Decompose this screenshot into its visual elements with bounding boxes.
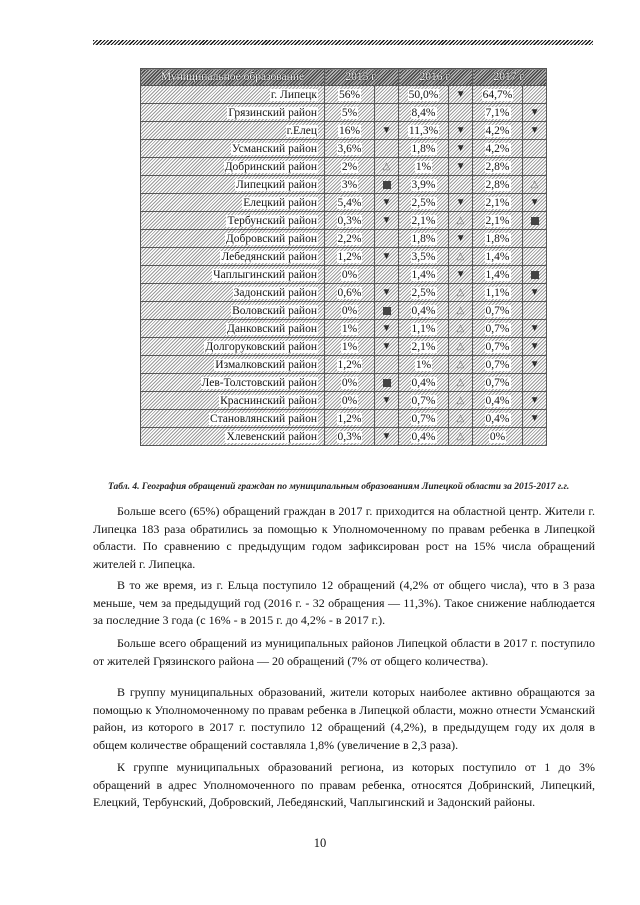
- value-2017: [473, 140, 523, 158]
- table-header-row: [141, 69, 547, 86]
- municipality-name: [141, 140, 325, 158]
- trend-2016: [449, 338, 473, 356]
- value-2015-text: 0%: [341, 304, 358, 317]
- municipality-name: [141, 374, 325, 392]
- value-2015: [325, 374, 375, 392]
- value-2016: [399, 230, 449, 248]
- down-arrow-icon: ▼: [455, 125, 466, 136]
- down-arrow-icon: ▼: [381, 251, 392, 262]
- down-arrow-icon: ▼: [381, 215, 392, 226]
- header-2017: 2017 г.: [473, 69, 547, 86]
- value-2015: [325, 212, 375, 230]
- value-2016-text: 1%: [415, 160, 432, 173]
- value-2016-text: 11,3%: [408, 124, 439, 137]
- trend-2016: [449, 248, 473, 266]
- value-2017: [473, 320, 523, 338]
- down-arrow-icon: ▼: [529, 197, 540, 208]
- municipality-name-text: Воловский район: [232, 304, 317, 317]
- value-2017: [473, 248, 523, 266]
- value-2016: [399, 428, 449, 446]
- trend-2016: [449, 194, 473, 212]
- trend-2015: [375, 302, 399, 320]
- trend-2015: [375, 374, 399, 392]
- down-arrow-icon: ▼: [455, 143, 466, 154]
- municipality-name: [141, 284, 325, 302]
- trend-2015: [375, 176, 399, 194]
- trend-2017: [523, 428, 547, 446]
- value-2015: [325, 428, 375, 446]
- down-arrow-icon: ▼: [529, 359, 540, 370]
- table-row: [141, 266, 547, 284]
- down-arrow-icon: ▼: [455, 89, 466, 100]
- trend-2016: [449, 104, 473, 122]
- trend-2017: [523, 140, 547, 158]
- table-row: [141, 284, 547, 302]
- trend-2015: [375, 410, 399, 428]
- down-arrow-icon: ▼: [381, 431, 392, 442]
- value-2017: [473, 158, 523, 176]
- up-arrow-icon: △: [456, 215, 465, 226]
- value-2015: [325, 392, 375, 410]
- header-municipality: Муниципальное образование: [141, 69, 325, 86]
- trend-2015: [375, 356, 399, 374]
- down-arrow-icon: ▼: [455, 233, 466, 244]
- value-2017: [473, 266, 523, 284]
- value-2015-text: 1,2%: [337, 358, 362, 371]
- municipality-name-text: Лебедянский район: [221, 250, 317, 263]
- value-2016: [399, 284, 449, 302]
- value-2016-text: 8,4%: [411, 106, 436, 119]
- municipality-name-text: Измалковский район: [215, 358, 317, 371]
- value-2016-text: 0,7%: [411, 412, 436, 425]
- trend-2016: [449, 410, 473, 428]
- value-2017: [473, 284, 523, 302]
- value-2015: [325, 158, 375, 176]
- value-2015: [325, 338, 375, 356]
- up-arrow-icon: △: [456, 431, 465, 442]
- value-2015: [325, 230, 375, 248]
- municipality-name-text: Хлевенский район: [226, 430, 317, 443]
- value-2015-text: 16%: [338, 124, 361, 137]
- header-2016: 2016 г.: [399, 69, 473, 86]
- value-2015: [325, 248, 375, 266]
- value-2015-text: 56%: [338, 88, 361, 101]
- municipality-name: [141, 248, 325, 266]
- trend-2016: [449, 284, 473, 302]
- value-2015-text: 0,6%: [337, 286, 362, 299]
- value-2015-text: 0%: [341, 394, 358, 407]
- value-2017: [473, 230, 523, 248]
- value-2016-text: 0,4%: [411, 430, 436, 443]
- down-arrow-icon: ▼: [455, 197, 466, 208]
- value-2015-text: 0,3%: [337, 214, 362, 227]
- trend-2015: [375, 338, 399, 356]
- municipality-name-text: Краснинский район: [220, 394, 317, 407]
- value-2016-text: 50,0%: [408, 88, 439, 101]
- value-2016-text: 0,4%: [411, 376, 436, 389]
- value-2015: [325, 284, 375, 302]
- trend-2016: [449, 230, 473, 248]
- up-arrow-icon: △: [456, 377, 465, 388]
- geography-table: [140, 68, 547, 446]
- down-arrow-icon: ▼: [381, 197, 392, 208]
- trend-2016: [449, 356, 473, 374]
- trend-2015: [375, 392, 399, 410]
- value-2015-text: 0%: [341, 268, 358, 281]
- value-2015: [325, 302, 375, 320]
- trend-2016: [449, 392, 473, 410]
- trend-2017: [523, 392, 547, 410]
- municipality-name: [141, 266, 325, 284]
- value-2017-text: 4,2%: [485, 142, 510, 155]
- value-2016: [399, 122, 449, 140]
- square-icon: [531, 217, 539, 225]
- municipality-name: [141, 122, 325, 140]
- value-2016-text: 0,7%: [411, 394, 436, 407]
- value-2015-text: 0%: [341, 376, 358, 389]
- down-arrow-icon: ▼: [381, 323, 392, 334]
- value-2016-text: 1,1%: [411, 322, 436, 335]
- trend-2015: [375, 140, 399, 158]
- municipality-name-text: Грязинский район: [228, 106, 317, 119]
- value-2016-text: 2,5%: [411, 196, 436, 209]
- up-arrow-icon: △: [456, 305, 465, 316]
- value-2017-text: 0,7%: [485, 322, 510, 335]
- value-2015-text: 3%: [341, 178, 358, 191]
- table-row: [141, 410, 547, 428]
- down-arrow-icon: ▼: [455, 161, 466, 172]
- up-arrow-icon: △: [456, 251, 465, 262]
- paragraph-gryazi: Больше всего обращений из муниципальных районов Липецкой области в 2017 г. поступило от жителей Грязинского района — 20 обращений (7% от общего количества).: [93, 636, 595, 668]
- value-2015: [325, 104, 375, 122]
- table-row: [141, 104, 547, 122]
- trend-2015: [375, 428, 399, 446]
- value-2015: [325, 194, 375, 212]
- municipality-name-text: г. Липецк: [270, 88, 317, 101]
- value-2017-text: 2,1%: [485, 214, 510, 227]
- value-2015-text: 3,6%: [337, 142, 362, 155]
- value-2017: [473, 356, 523, 374]
- paragraph-elets: В то же время, из г. Ельца поступило 12 обращений (4,2% от общего числа), что в 3 раза меньше, чем за предыдущий год (2016 г. - 32 обращения — 11,3%). Такое снижение наблюдается за последние 3 года (с 16% - в 2015 г. до 4,2% - в 2017 г.).: [93, 578, 595, 627]
- value-2017: [473, 194, 523, 212]
- up-arrow-icon: △: [456, 413, 465, 424]
- municipality-name-text: Задонский район: [233, 286, 317, 299]
- trend-2015: [375, 230, 399, 248]
- trend-2017: [523, 176, 547, 194]
- trend-2017: [523, 410, 547, 428]
- trend-2017: [523, 122, 547, 140]
- municipality-name: [141, 392, 325, 410]
- table-row: [141, 428, 547, 446]
- value-2016: [399, 248, 449, 266]
- square-icon: [383, 379, 391, 387]
- value-2016: [399, 158, 449, 176]
- value-2015-text: 5,4%: [337, 196, 362, 209]
- trend-2017: [523, 284, 547, 302]
- municipality-name: [141, 194, 325, 212]
- square-icon: [383, 307, 391, 315]
- municipality-name: [141, 86, 325, 104]
- value-2017: [473, 374, 523, 392]
- municipality-name-text: Липецкий район: [235, 178, 317, 191]
- trend-2017: [523, 248, 547, 266]
- municipality-name-text: Чаплыгинский район: [213, 268, 317, 281]
- value-2017: [473, 410, 523, 428]
- trend-2015: [375, 212, 399, 230]
- municipality-name: [141, 320, 325, 338]
- table-row: [141, 212, 547, 230]
- table-row: [141, 122, 547, 140]
- trend-2015: [375, 194, 399, 212]
- municipality-name: [141, 230, 325, 248]
- page-number: 10: [313, 836, 327, 850]
- value-2015: [325, 266, 375, 284]
- value-2017: [473, 86, 523, 104]
- value-2015: [325, 122, 375, 140]
- municipality-name: [141, 212, 325, 230]
- table-row: [141, 302, 547, 320]
- value-2016: [399, 320, 449, 338]
- up-arrow-icon: △: [456, 395, 465, 406]
- value-2015: [325, 320, 375, 338]
- trend-2015: [375, 248, 399, 266]
- table-row: [141, 374, 547, 392]
- value-2017-text: 1,4%: [485, 250, 510, 263]
- value-2015-text: 1%: [341, 322, 358, 335]
- trend-2017: [523, 194, 547, 212]
- value-2016: [399, 86, 449, 104]
- table-row: [141, 176, 547, 194]
- municipality-name-text: г.Елец: [286, 124, 317, 137]
- value-2016-text: 2,1%: [411, 214, 436, 227]
- trend-2015: [375, 266, 399, 284]
- value-2016: [399, 140, 449, 158]
- trend-2017: [523, 356, 547, 374]
- value-2016: [399, 194, 449, 212]
- value-2017-text: 2,8%: [485, 160, 510, 173]
- trend-2015: [375, 122, 399, 140]
- down-arrow-icon: ▼: [529, 323, 540, 334]
- trend-2016: [449, 302, 473, 320]
- trend-2016: [449, 86, 473, 104]
- municipality-name-text: Данковский район: [226, 322, 317, 335]
- down-arrow-icon: ▼: [529, 341, 540, 352]
- value-2016-text: 1,8%: [411, 142, 436, 155]
- value-2016: [399, 338, 449, 356]
- municipality-name: [141, 302, 325, 320]
- municipality-name: [141, 410, 325, 428]
- paragraph-group: К группе муниципальных образований региона, из которых поступило от 1 до 3% обращений в адрес Уполномоченного по правам ребенка, относятся Добринский, Липецкий, Елецкий, Тербунский, Добровский, Лебедянский, Чаплыгинский и Задонский районы.: [93, 760, 595, 809]
- value-2017-text: 64,7%: [482, 88, 513, 101]
- up-arrow-icon: △: [456, 341, 465, 352]
- value-2015-text: 5%: [341, 106, 358, 119]
- up-arrow-icon: △: [456, 287, 465, 298]
- down-arrow-icon: ▼: [529, 395, 540, 406]
- paragraph-lipetsk: Больше всего (65%) обращений граждан в 2017 г. приходится на областной центр. Жители г. Липецка 183 раза обратились за помощью к Уполномоченному по правам ребенка в Липецкой области. По сравнению с предыдущим годом зафиксирован рост на 15% числа обращений жителей г. Липецка.: [93, 504, 595, 571]
- value-2016: [399, 104, 449, 122]
- trend-2015: [375, 158, 399, 176]
- up-arrow-icon: △: [456, 359, 465, 370]
- down-arrow-icon: ▼: [381, 341, 392, 352]
- table-row: [141, 320, 547, 338]
- square-icon: [383, 181, 391, 189]
- value-2015: [325, 86, 375, 104]
- value-2016-text: 2,5%: [411, 286, 436, 299]
- up-arrow-icon: △: [382, 161, 391, 172]
- trend-2016: [449, 428, 473, 446]
- value-2017-text: 1,1%: [485, 286, 510, 299]
- value-2015-text: 1,2%: [337, 250, 362, 263]
- municipality-name: [141, 158, 325, 176]
- trend-2017: [523, 320, 547, 338]
- value-2017-text: 0,4%: [485, 412, 510, 425]
- value-2017: [473, 176, 523, 194]
- table-row: [141, 356, 547, 374]
- table-row: [141, 194, 547, 212]
- value-2016-text: 3,9%: [411, 178, 436, 191]
- trend-2016: [449, 374, 473, 392]
- municipality-name: [141, 428, 325, 446]
- value-2016: [399, 212, 449, 230]
- value-2015-text: 2%: [341, 160, 358, 173]
- trend-2015: [375, 104, 399, 122]
- value-2017: [473, 338, 523, 356]
- down-arrow-icon: ▼: [529, 125, 540, 136]
- down-arrow-icon: ▼: [529, 107, 540, 118]
- table-row: [141, 158, 547, 176]
- table-row: [141, 230, 547, 248]
- value-2017: [473, 104, 523, 122]
- value-2017-text: 0,7%: [485, 376, 510, 389]
- table-caption: Табл. 4. География обращений граждан по муниципальным образованиям Липецкой области за 2015-2017 г.г.: [108, 482, 570, 492]
- value-2017-text: 2,8%: [485, 178, 510, 191]
- trend-2017: [523, 266, 547, 284]
- value-2017-text: 2,1%: [485, 196, 510, 209]
- value-2017: [473, 122, 523, 140]
- value-2016-text: 1,4%: [411, 268, 436, 281]
- square-icon: [531, 271, 539, 279]
- municipality-name-text: Добровский район: [225, 232, 317, 245]
- trend-2015: [375, 320, 399, 338]
- value-2017: [473, 302, 523, 320]
- trend-2016: [449, 122, 473, 140]
- table-row: [141, 392, 547, 410]
- value-2016-text: 1%: [415, 358, 432, 371]
- down-arrow-icon: ▼: [381, 395, 392, 406]
- municipality-name: [141, 104, 325, 122]
- table-row: [141, 248, 547, 266]
- trend-2016: [449, 140, 473, 158]
- municipality-name: [141, 176, 325, 194]
- trend-2016: [449, 158, 473, 176]
- value-2016-text: 0,4%: [411, 304, 436, 317]
- trend-2017: [523, 212, 547, 230]
- value-2016: [399, 356, 449, 374]
- municipality-name-text: Елецкий район: [243, 196, 317, 209]
- value-2015: [325, 140, 375, 158]
- value-2015-text: 1%: [341, 340, 358, 353]
- value-2015: [325, 176, 375, 194]
- trend-2017: [523, 86, 547, 104]
- up-arrow-icon: △: [530, 179, 539, 190]
- value-2017-text: 0%: [489, 430, 506, 443]
- value-2016-text: 1,8%: [411, 232, 436, 245]
- trend-2017: [523, 158, 547, 176]
- trend-2017: [523, 338, 547, 356]
- table-row: [141, 86, 547, 104]
- value-2017: [473, 428, 523, 446]
- value-2017-text: 0,7%: [485, 304, 510, 317]
- trend-2016: [449, 176, 473, 194]
- municipality-name-text: Долгоруковский район: [205, 340, 317, 353]
- municipality-name: [141, 338, 325, 356]
- municipality-name-text: Добринский район: [224, 160, 317, 173]
- value-2015-text: 0,3%: [337, 430, 362, 443]
- value-2015: [325, 410, 375, 428]
- municipality-name-text: Лев-Толстовский район: [201, 376, 317, 389]
- value-2016: [399, 266, 449, 284]
- value-2016: [399, 410, 449, 428]
- header-rule: [93, 40, 593, 45]
- trend-2016: [449, 212, 473, 230]
- up-arrow-icon: △: [456, 323, 465, 334]
- municipality-name: [141, 356, 325, 374]
- down-arrow-icon: ▼: [529, 413, 540, 424]
- trend-2015: [375, 284, 399, 302]
- value-2017-text: 4,2%: [485, 124, 510, 137]
- value-2017: [473, 212, 523, 230]
- municipality-name-text: Становлянский район: [210, 412, 317, 425]
- value-2016: [399, 302, 449, 320]
- down-arrow-icon: ▼: [381, 125, 392, 136]
- trend-2017: [523, 230, 547, 248]
- municipality-name-text: Усманский район: [231, 142, 317, 155]
- down-arrow-icon: ▼: [529, 287, 540, 298]
- trend-2017: [523, 374, 547, 392]
- value-2017-text: 0,7%: [485, 340, 510, 353]
- municipality-name-text: Тербунский район: [227, 214, 317, 227]
- trend-2017: [523, 302, 547, 320]
- value-2016-text: 3,5%: [411, 250, 436, 263]
- value-2017-text: 1,4%: [485, 268, 510, 281]
- value-2015-text: 2,2%: [337, 232, 362, 245]
- header-2015: 2015 г.: [325, 69, 399, 86]
- trend-2017: [523, 104, 547, 122]
- value-2016: [399, 392, 449, 410]
- trend-2016: [449, 320, 473, 338]
- value-2017-text: 7,1%: [485, 106, 510, 119]
- value-2017-text: 1,8%: [485, 232, 510, 245]
- paragraph-usman: В группу муниципальных образований, жители которых наиболее активно обращаются за помощью к Уполномоченному по правам ребенка в Липецкой области, можно отнести Усманский район, из которого в 2017 г. поступило 12 обращений (4,2%), в предыдущем году их доля в общем количестве обращений составляла 1,8% (увеличение в 2,3 раза).: [93, 685, 595, 752]
- value-2017-text: 0,7%: [485, 358, 510, 371]
- value-2016: [399, 176, 449, 194]
- table-body: [141, 86, 547, 446]
- value-2015-text: 1,2%: [337, 412, 362, 425]
- table-row: [141, 338, 547, 356]
- value-2016: [399, 374, 449, 392]
- value-2017: [473, 392, 523, 410]
- trend-2015: [375, 86, 399, 104]
- value-2016-text: 2,1%: [411, 340, 436, 353]
- table-row: [141, 140, 547, 158]
- trend-2016: [449, 266, 473, 284]
- down-arrow-icon: ▼: [455, 269, 466, 280]
- value-2017-text: 0,4%: [485, 394, 510, 407]
- value-2015: [325, 356, 375, 374]
- down-arrow-icon: ▼: [381, 287, 392, 298]
